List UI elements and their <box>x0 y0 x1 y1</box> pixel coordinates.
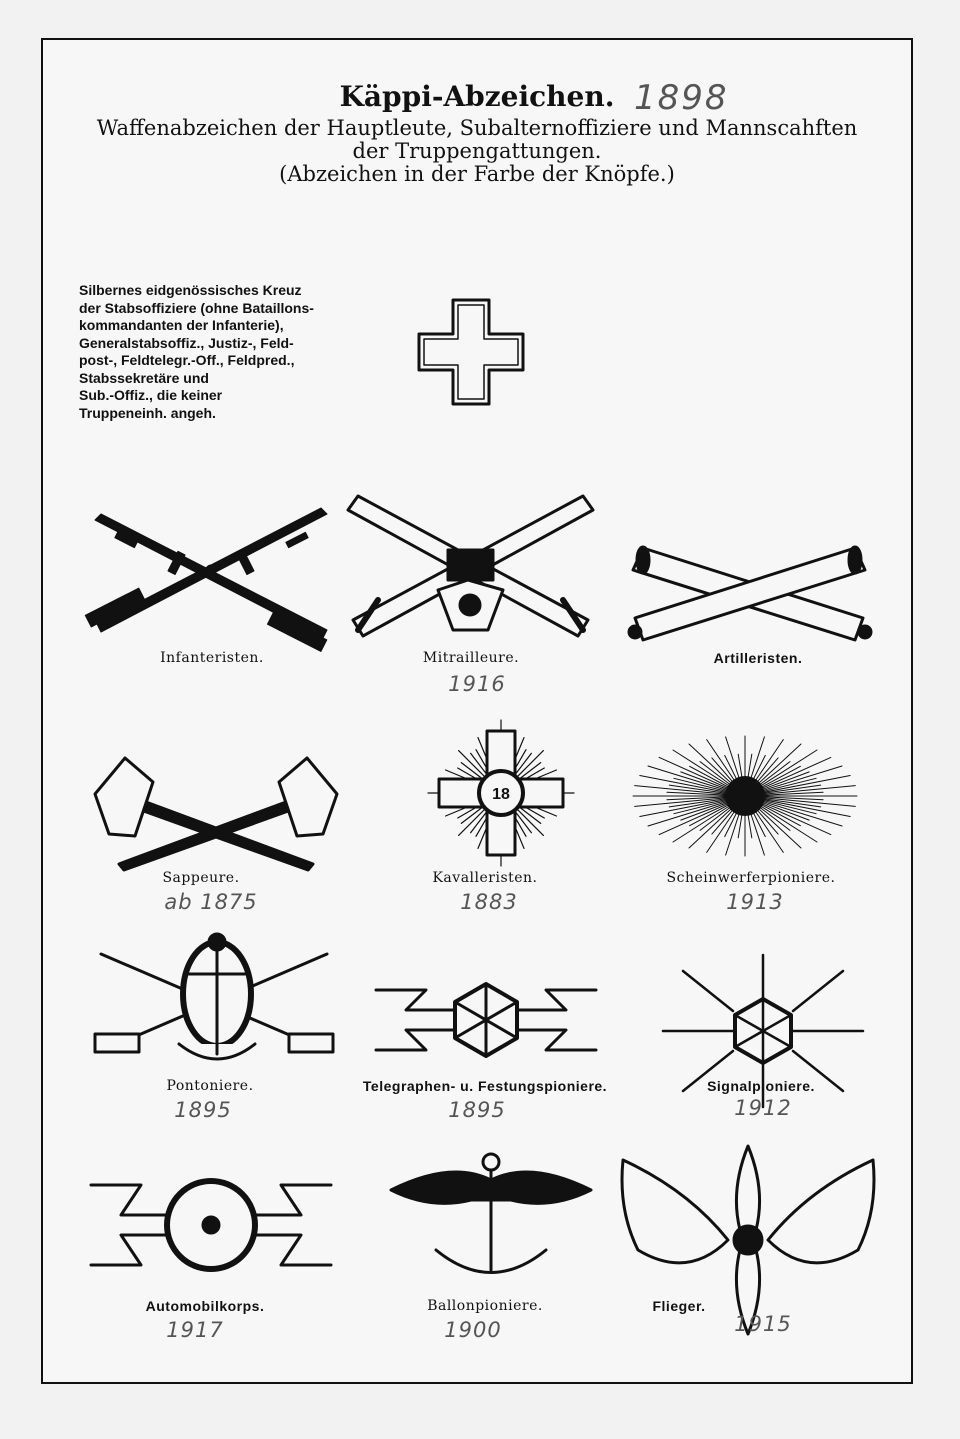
badge-year-kavalleristen: 1883 <box>460 890 518 914</box>
badge-year-telegraphen: 1895 <box>448 1098 506 1122</box>
badge-label-infanteristen: Infanteristen. <box>160 650 264 666</box>
badge-year-signalpioniere: 1912 <box>734 1096 792 1120</box>
cross-note-line: Silbernes eidgenössisches Kreuz <box>79 282 302 298</box>
sunburst-icon <box>627 732 863 860</box>
winged-anchor-icon <box>381 1152 601 1288</box>
crossed-cannons-icon <box>627 530 871 648</box>
badge-year-ballonpioniere: 1900 <box>444 1318 502 1342</box>
cross-note-line: Stabssekretäre und <box>79 369 209 386</box>
badge-label-signalpioniere: Signalpioniere. <box>707 1078 815 1094</box>
lightning-star-icon <box>368 972 604 1068</box>
subtitle-line-2: der Truppengattungen. <box>352 139 602 163</box>
badge-year-pontoniere: 1895 <box>174 1098 232 1122</box>
cross-note-line: Sub.-Offiz., die keiner <box>79 387 223 403</box>
handwritten-year: 1898 <box>634 78 729 118</box>
badge-year-mitrailleure: 1916 <box>448 672 506 696</box>
crossed-rifles-icon <box>91 502 331 642</box>
badge-label-ballonpioniere: Ballonpioniere. <box>427 1298 543 1314</box>
crossed-machine-guns-icon <box>338 480 603 648</box>
badge-year-sappeure: ab 1875 <box>164 890 258 914</box>
badge-year-scheinwerferpioniere: 1913 <box>726 890 784 914</box>
badge-label-telegraphen: Telegraphen- u. Festungspioniere. <box>362 1078 608 1094</box>
badge-label-kavalleristen: Kavalleristen. <box>432 870 538 886</box>
swiss-cross-icon <box>417 298 525 406</box>
badge-label-pontoniere: Pontoniere. <box>166 1078 254 1094</box>
cross-note-line: post-, Feldtelegr.-Off., Feldpred., <box>79 352 295 368</box>
anchor-oars-icon <box>89 934 339 1074</box>
star-cross-icon <box>426 718 576 868</box>
badge-label-automobilkorps: Automobilkorps. <box>145 1298 265 1314</box>
badge-label-scheinwerferpioniere: Scheinwerferpioniere. <box>666 870 836 886</box>
document-frame <box>41 38 913 1384</box>
badge-label-mitrailleure: Mitrailleure. <box>422 650 520 666</box>
subtitle-line-1: Waffenabzeichen der Hauptleute, Subalternoffiziere und Mannscahften <box>96 116 858 140</box>
badge-label-sappeure: Sappeure. <box>162 870 240 886</box>
cross-note-line: der Stabsoffiziere (ohne Bataillons- <box>79 299 314 316</box>
cross-note-line: kommandanten der Infanterie), <box>79 317 284 333</box>
crossed-axes-icon <box>95 752 337 870</box>
cross-description <box>79 282 399 422</box>
cross-note-line: Truppeneinh. angeh. <box>79 404 216 421</box>
title-text: Käppi-Abzeichen. <box>339 80 615 113</box>
subtitle-line-3: (Abzeichen in der Farbe der Knöpfe.) <box>279 162 675 186</box>
cross-note-line: Generalstabsoffiz., Justiz-, Feld- <box>79 334 294 351</box>
badge-label-flieger: Flieger. <box>652 1298 706 1314</box>
badge-year-flieger: 1915 <box>734 1312 792 1336</box>
badge-year-automobilkorps: 1917 <box>166 1318 224 1342</box>
page-title <box>43 80 911 113</box>
cavalry-number: 18 <box>492 786 510 803</box>
badge-label-artilleristen: Artilleristen. <box>713 650 803 666</box>
lightning-wheel-icon <box>85 1162 337 1288</box>
